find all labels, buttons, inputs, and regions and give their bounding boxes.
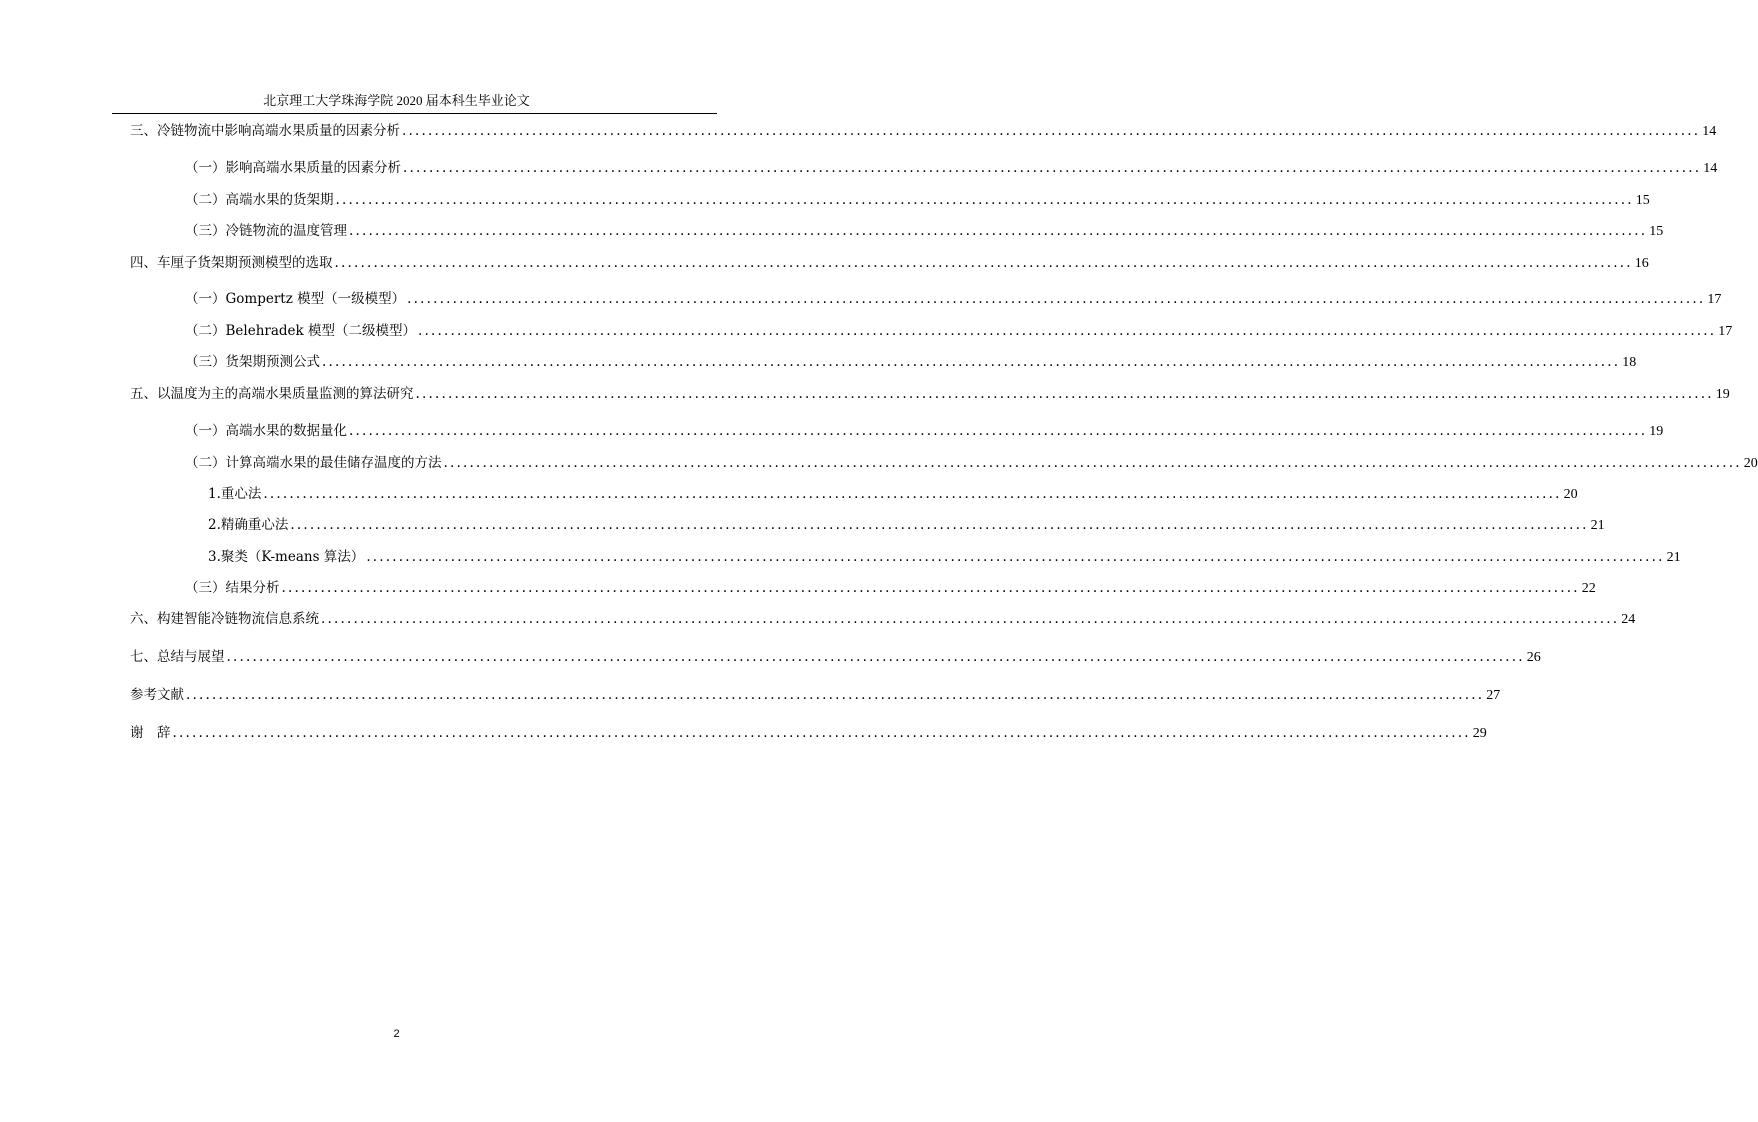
toc-entry-page: 21 (1590, 518, 1605, 533)
toc-dot-leader: ........................................................................................................................................................................................................ (402, 123, 1701, 139)
toc-entry-title: 1.重心法 (208, 486, 262, 502)
toc-entry[interactable] (185, 221, 1664, 241)
toc-entry-page: 17 (1707, 292, 1722, 307)
toc-dot-leader: ........................................................................................................................................................................................................ (407, 291, 1706, 307)
toc-entry[interactable] (130, 253, 1649, 273)
toc-dot-leader: ........................................................................................................................................................................................................ (366, 549, 1665, 565)
toc-dot-leader: ........................................................................................................................................................................................................ (321, 611, 1620, 627)
toc-dot-leader: ........................................................................................................................................................................................................ (418, 323, 1717, 339)
toc-entry-title: （三）冷链物流的温度管理 (185, 223, 347, 239)
toc-entry-page: 14 (1703, 161, 1718, 176)
toc-entry-page: 15 (1635, 193, 1650, 208)
toc-entry-title: 谢 辞 (130, 725, 171, 741)
toc-dot-leader: ........................................................................................................................................................................................................ (263, 486, 1562, 502)
toc-entry-title: 四、车厘子货架期预测模型的选取 (130, 255, 333, 271)
toc-entry[interactable] (185, 289, 1722, 309)
toc-entry-page: 18 (1622, 355, 1637, 370)
toc-entry-page: 20 (1563, 487, 1578, 502)
toc-entry[interactable] (130, 685, 1501, 705)
toc-entry[interactable] (208, 484, 1578, 504)
toc-entry-page: 16 (1634, 256, 1649, 271)
toc-entry[interactable] (185, 158, 1718, 178)
toc-dot-leader: ........................................................................................................................................................................................................ (415, 386, 1714, 402)
toc-entry-title: 3.聚类（K-means 算法） (208, 549, 365, 565)
toc-entry-title: 三、冷链物流中影响高端水果质量的因素分析 (130, 123, 400, 139)
toc-dot-leader: ........................................................................................................................................................................................................ (186, 687, 1485, 703)
toc-entry-page: 21 (1666, 550, 1681, 565)
toc-entry-title: （二）Belehradek 模型（二级模型） (185, 323, 417, 339)
toc-entry[interactable] (185, 321, 1733, 341)
toc-entry-title: 六、构建智能冷链物流信息系统 (130, 611, 319, 627)
toc-dot-leader: ........................................................................................................................................................................................................ (281, 580, 1580, 596)
toc-entry-title: （三）货架期预测公式 (185, 354, 320, 370)
toc-dot-leader: ........................................................................................................................................................................................................ (443, 455, 1742, 471)
toc-entry[interactable] (185, 190, 1650, 210)
toc-entry[interactable] (130, 609, 1636, 629)
toc-dot-leader: ........................................................................................................................................................................................................ (322, 354, 1621, 370)
toc-entry[interactable] (185, 578, 1596, 598)
toc-dot-leader: ........................................................................................................................................................................................................ (403, 160, 1702, 176)
toc-entry-page: 19 (1649, 424, 1664, 439)
toc-entry[interactable] (130, 121, 1717, 141)
toc-entry[interactable] (130, 384, 1730, 404)
toc-entry[interactable] (130, 647, 1541, 667)
running-header-title: 北京理工大学珠海学院 2020 届本科生毕业论文 (263, 93, 530, 108)
toc-entry-title: 参考文献 (130, 687, 184, 703)
toc-dot-leader: ........................................................................................................................................................................................................ (349, 423, 1648, 439)
toc-entry-page: 27 (1486, 688, 1501, 703)
toc-entry-title: 七、总结与展望 (130, 649, 225, 665)
toc-entry[interactable] (130, 723, 1487, 743)
toc-entry[interactable] (208, 547, 1681, 567)
toc-entry-title: （三）结果分析 (185, 580, 280, 596)
toc-entry-title: （二）高端水果的货架期 (185, 192, 334, 208)
toc-entry-title: （一）Gompertz 模型（一级模型） (185, 291, 406, 307)
toc-entry[interactable] (185, 453, 1758, 473)
toc-entry-title: （一）高端水果的数据量化 (185, 423, 347, 439)
toc-entry-title: 五、以温度为主的高端水果质量监测的算法研究 (130, 386, 414, 402)
toc-entry-page: 15 (1649, 224, 1664, 239)
toc-dot-leader: ........................................................................................................................................................................................................ (290, 517, 1589, 533)
toc-dot-leader: ........................................................................................................................................................................................................ (172, 725, 1471, 741)
page-number: 2 (393, 1028, 400, 1040)
toc-entry-title: （二）计算高端水果的最佳储存温度的方法 (185, 455, 442, 471)
toc-entry-page: 26 (1526, 650, 1541, 665)
toc-entry-page: 14 (1702, 124, 1717, 139)
toc-dot-leader: ........................................................................................................................................................................................................ (334, 255, 1633, 271)
toc-entry-page: 17 (1718, 324, 1733, 339)
toc-entry-page: 20 (1743, 456, 1758, 471)
toc-entry[interactable] (208, 515, 1605, 535)
toc-dot-leader: ........................................................................................................................................................................................................ (226, 649, 1525, 665)
toc-entry-page: 22 (1581, 581, 1596, 596)
toc-entry-title: 2.精确重心法 (208, 517, 289, 533)
toc-entry-page: 19 (1715, 387, 1730, 402)
toc-dot-leader: ........................................................................................................................................................................................................ (335, 192, 1634, 208)
toc-entry-page: 24 (1621, 612, 1636, 627)
toc-entry[interactable] (185, 352, 1637, 372)
toc-entry[interactable] (185, 421, 1664, 441)
toc-entry-title: （一）影响高端水果质量的因素分析 (185, 160, 401, 176)
toc-entry-page: 29 (1472, 726, 1487, 741)
toc-dot-leader: ........................................................................................................................................................................................................ (349, 223, 1648, 239)
